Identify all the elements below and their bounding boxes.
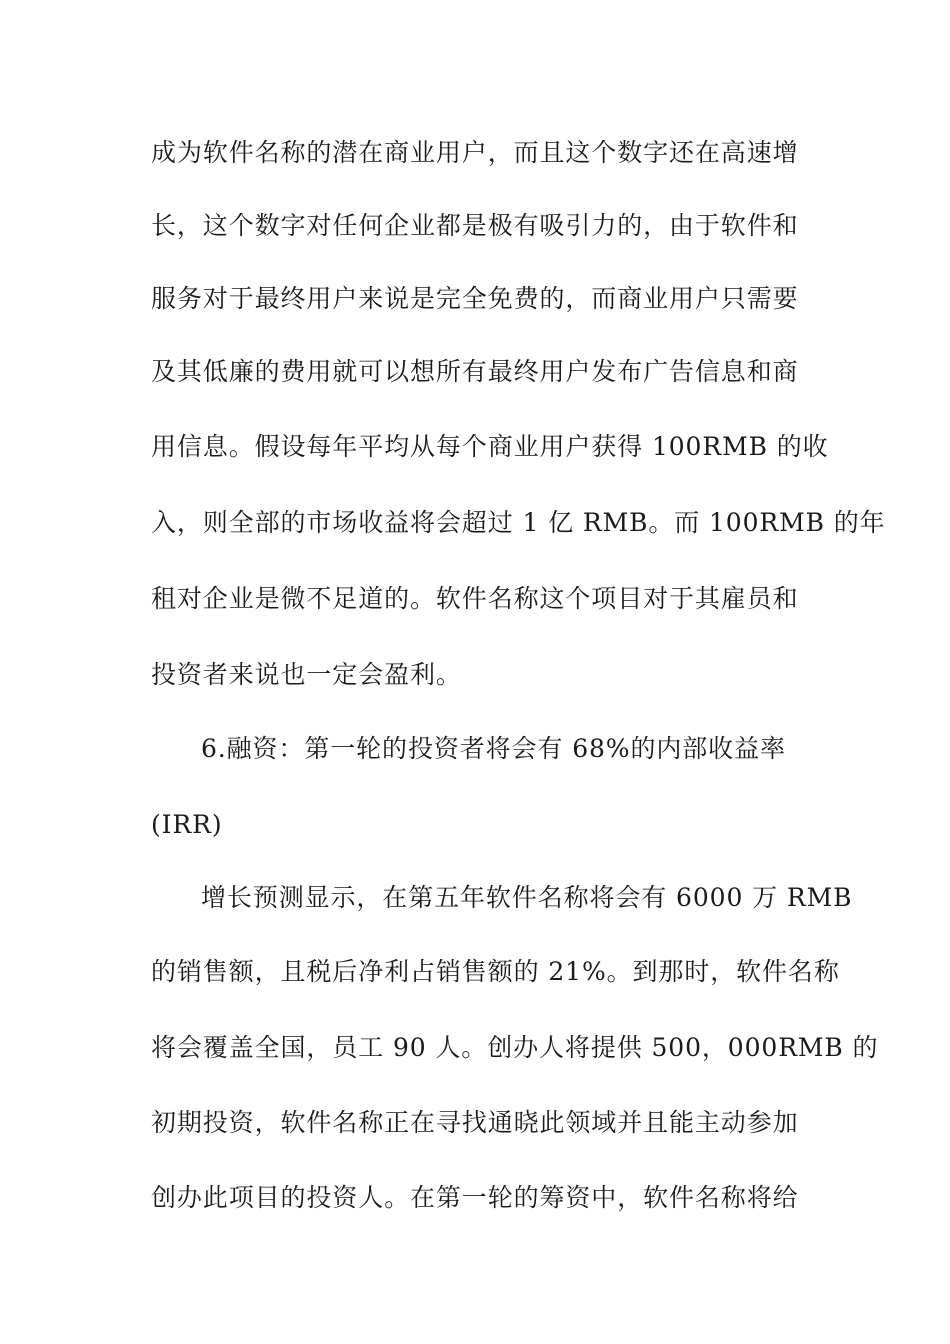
body-text-line: 成为软件名称的潜在商业用户，而且这个数字还在高速增: [151, 138, 799, 167]
body-text-line: 服务对于最终用户来说是完全免费的，而商业用户只需要: [151, 284, 799, 313]
body-text-line: 创办此项目的投资人。在第一轮的筹资中，软件名称将给: [151, 1183, 799, 1212]
body-text-line: (IRR): [151, 810, 223, 839]
body-text-line: 的销售额，且税后净利占销售额的 21%。到那时，软件名称: [151, 957, 840, 986]
body-text-line: 及其低廉的费用就可以想所有最终用户发布广告信息和商: [151, 357, 799, 386]
body-text-line: 投资者来说也一定会盈利。: [151, 660, 462, 689]
body-text-line: 用信息。假设每年平均从每个商业用户获得 100RMB 的收: [151, 432, 829, 461]
body-text-line: 入，则全部的市场收益将会超过 1 亿 RMB。而 100RMB 的年: [151, 508, 886, 537]
body-text-line: 将会覆盖全国，员工 90 人。创办人将提供 500，000RMB 的: [151, 1033, 879, 1062]
paragraph-first-line: 增长预测显示，在第五年软件名称将会有 6000 万 RMB: [201, 883, 853, 912]
body-text-line: 长，这个数字对任何企业都是极有吸引力的，由于软件和: [151, 211, 799, 240]
body-text-line: 租对企业是微不足道的。软件名称这个项目对于其雇员和: [151, 584, 799, 613]
section-heading-financing: 6.融资：第一轮的投资者将会有 68%的内部收益率: [201, 734, 786, 763]
body-text-line: 初期投资，软件名称正在寻找通晓此领域并且能主动参加: [151, 1108, 799, 1137]
